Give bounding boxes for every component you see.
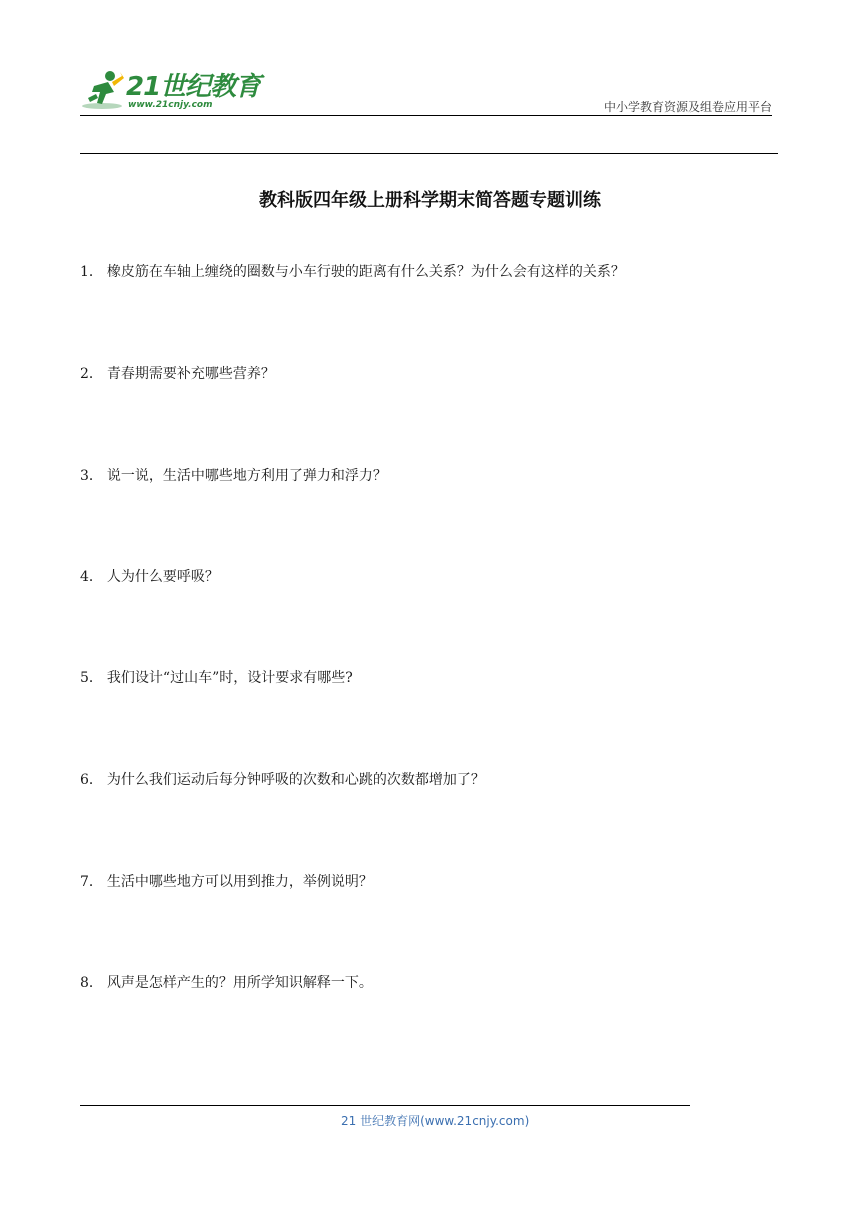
question-number: 3． [80, 468, 103, 484]
question-text: 橡皮筋在车轴上缠绕的圈数与小车行驶的距离有什么关系？为什么会有这样的关系？ [106, 264, 625, 280]
page-title: 教科版四年级上册科学期末简答题专题训练 [259, 190, 601, 211]
platform-label: 中小学教育资源及组卷应用平台 [603, 100, 772, 114]
question-text: 为什么我们运动后每分钟呼吸的次数和心跳的次数都增加了？ [106, 772, 485, 788]
question-6 [80, 770, 485, 790]
header-divider-secondary [80, 153, 778, 154]
question-4 [80, 567, 219, 587]
footer-divider [80, 1105, 690, 1106]
question-text: 说一说，生活中哪些地方利用了弹力和浮力？ [106, 468, 387, 484]
question-text: 人为什么要呼吸？ [106, 569, 219, 585]
question-number: 8． [80, 975, 103, 991]
question-5 [80, 668, 353, 688]
question-2 [80, 364, 275, 384]
question-number: 7． [80, 874, 103, 890]
runner-logo-icon [80, 68, 128, 112]
question-text: 生活中哪些地方可以用到推力，举例说明？ [106, 874, 373, 890]
question-text: 我们设计“过山车”时，设计要求有哪些? [106, 670, 353, 686]
question-number: 5． [80, 670, 103, 686]
logo-url: www.21cnjy.com [128, 100, 213, 110]
logo-text: 21世纪教育 [126, 72, 261, 102]
question-text: 风声是怎样产生的？用所学知识解释一下。 [106, 975, 373, 991]
footer-link[interactable]: 21 世纪教育网(www.21cnjy.com) [341, 1114, 530, 1128]
question-number: 4． [80, 569, 103, 585]
question-number: 6． [80, 772, 103, 788]
question-3 [80, 466, 387, 486]
question-text: 青春期需要补充哪些营养？ [106, 366, 275, 382]
question-number: 1． [80, 264, 103, 280]
question-number: 2． [80, 366, 103, 382]
header-divider [80, 115, 772, 116]
question-8 [80, 973, 373, 993]
question-7 [80, 872, 373, 892]
question-1 [80, 262, 625, 282]
site-logo[interactable] [80, 68, 260, 114]
